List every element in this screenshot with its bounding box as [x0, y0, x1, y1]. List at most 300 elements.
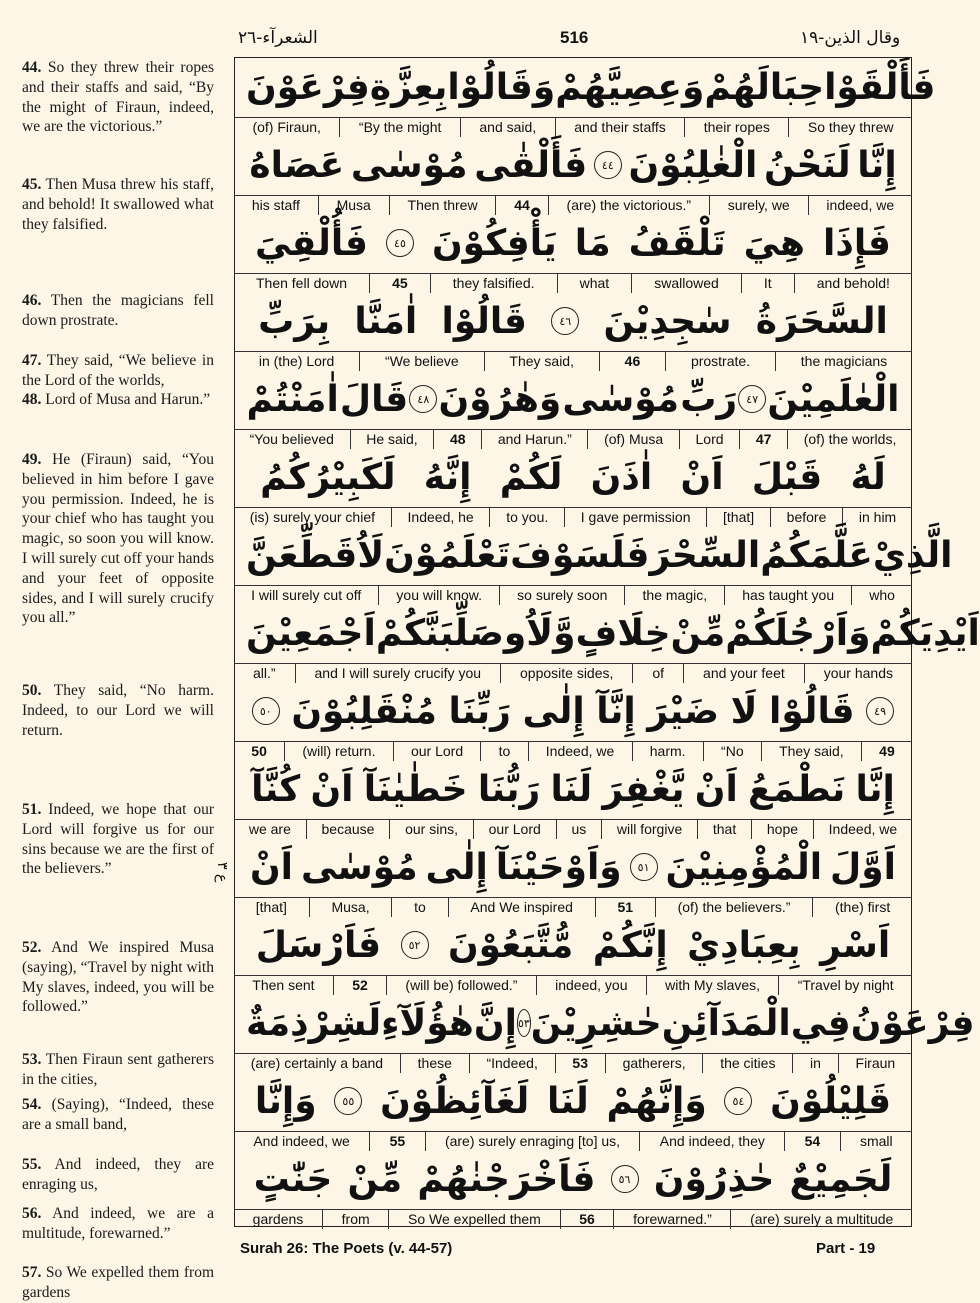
verse-translation: [22, 800, 214, 879]
gloss-cell: has taught you: [724, 586, 851, 605]
arabic-word: لَكَبِيْرُكُمُ: [260, 456, 396, 498]
arabic-word: يَأْفِكُوْنَ: [431, 222, 557, 264]
gloss-cell: “You believed: [249, 431, 334, 447]
gloss-verse-number: 44: [495, 196, 547, 215]
gloss-cell: (of) Musa: [587, 430, 678, 449]
arabic-word: وَقَالُوْا: [447, 66, 556, 108]
arabic-word: الْمَدَآئِنِ: [661, 1002, 791, 1044]
wbw-row: [234, 292, 912, 370]
gloss-cell: Indeed, he: [391, 508, 490, 527]
gloss-line: [234, 1053, 912, 1073]
gloss-cell: (are) certainly a band: [250, 1055, 384, 1071]
verse-number: 53.: [22, 1051, 42, 1068]
gloss-cell: with My slaves,: [646, 976, 779, 995]
gloss-cell: his staff: [251, 197, 300, 213]
ayah-end-marker: ٤٧: [738, 385, 766, 413]
gloss-verse-number: 46: [599, 352, 665, 371]
gloss-cell: swallowed: [631, 274, 741, 293]
verse-translation: [22, 681, 214, 740]
wbw-row: [234, 604, 980, 682]
gloss-cell: gardens: [252, 1211, 304, 1227]
arabic-line: [234, 838, 912, 896]
arabic-word: رَبِّنَا: [448, 690, 511, 732]
arabic-word: وَاَوْحَيْنَآ: [495, 846, 622, 888]
verse-text: They said, “No harm. Indeed, to our Lord we will return.: [22, 682, 214, 739]
verse-text: So they threw their ropes and their staffs and said, “By the might of Firaun, indeed, we are the victorious.”: [22, 59, 215, 136]
gloss-cell: our Lord: [473, 820, 556, 839]
wbw-row: [234, 58, 936, 136]
arabic-word: الَّذِيْ: [872, 534, 953, 576]
arabic-word: اَنْ: [249, 846, 294, 888]
wbw-row: [234, 1072, 912, 1150]
ayah-end-marker: ٤٥: [386, 229, 414, 257]
arabic-word: السَّحَرَةُ: [755, 300, 888, 342]
arabic-word: مِّنْ: [670, 612, 726, 654]
gloss-cell: (will be) followed.”: [386, 976, 536, 995]
gloss-verse-number: 54: [784, 1132, 839, 1151]
gloss-cell: And We inspired: [448, 898, 595, 917]
verse-translation: [22, 1095, 214, 1135]
verse-translation: [22, 1050, 214, 1090]
arabic-word: وَهٰرُوْنَ: [438, 378, 562, 420]
wbw-row: [234, 760, 912, 838]
ayah-end-marker: ٥٣: [517, 1009, 531, 1037]
ayah-end-marker: ٥٦: [611, 1165, 639, 1193]
arabic-word: فَإِذَا: [823, 222, 891, 264]
verse-text: And indeed, we are a multitude, forewarned.”: [22, 1205, 214, 1242]
wbw-row: [234, 682, 912, 760]
arabic-word: اَسْرِ: [820, 924, 891, 966]
arabic-line: [234, 370, 912, 428]
gloss-cell: And indeed, we: [253, 1133, 350, 1149]
verse-translation: [22, 351, 214, 391]
gloss-cell: They said,: [761, 742, 861, 761]
gloss-line: [234, 897, 912, 917]
gloss-cell: So We expelled them: [388, 1210, 559, 1229]
gloss-cell: Lord: [679, 430, 739, 449]
wbw-row: [234, 1150, 912, 1228]
arabic-word: قَالَ: [339, 378, 409, 420]
arabic-word: الْمُؤْمِنِيْنَ: [665, 846, 823, 888]
gloss-cell: opposite sides,: [500, 664, 632, 683]
arabic-line: [234, 526, 953, 584]
arabic-line: [234, 58, 936, 116]
footer-part: Part - 19: [816, 1240, 876, 1257]
verse-text: Indeed, we hope that our Lord will forgive us for our sins because we are the first of the believers.”: [22, 801, 215, 878]
gloss-cell: and their staffs: [555, 118, 685, 137]
verse-text: He (Firaun) said, “You believed in him before I gave you permission. Indeed, he is your chief who has taught you magic, so soon you will know. I will surely cut off your hands and your feet of opposite sides, and I will surely crucify you all.”: [22, 451, 215, 627]
arabic-word: إِنَّا: [855, 768, 895, 810]
ayah-end-marker: ٥٥: [334, 1087, 362, 1115]
verse-translation: [22, 1155, 214, 1195]
gloss-cell: will forgive: [601, 820, 697, 839]
surah-header-arabic: الشعرآء-٢٦: [238, 28, 318, 48]
gloss-cell: surely, we: [709, 196, 808, 215]
gloss-cell: the magicians: [775, 352, 912, 371]
ayah-end-marker: ٤٤: [594, 151, 622, 179]
ayah-end-marker: ٥١: [630, 853, 658, 881]
verse-translation: [22, 58, 214, 137]
arabic-line: [234, 994, 975, 1052]
arabic-word: حٰذِرُوْنَ: [653, 1158, 775, 1200]
verse-translation: [22, 938, 214, 1017]
arabic-word: فَاَخْرَجْنٰهُمْ: [417, 1158, 596, 1200]
gloss-cell: they falsified.: [430, 274, 557, 293]
verse-translation: [22, 390, 214, 410]
arabic-line: [234, 682, 912, 740]
arabic-word: بِرَبِّ: [258, 300, 331, 342]
arabic-word: اَجْمَعِيْنَ: [246, 612, 376, 654]
gloss-cell: (are) surely a multitude: [730, 1210, 912, 1229]
gloss-line: [234, 351, 912, 371]
gloss-cell: “By the might: [339, 118, 459, 137]
gloss-cell: to: [480, 742, 527, 761]
gloss-cell: our sins,: [389, 820, 473, 839]
gloss-cell: in: [792, 1054, 837, 1073]
gloss-line: [234, 741, 912, 761]
gloss-line: [234, 819, 912, 839]
arabic-line: [234, 916, 912, 974]
gloss-cell: and your feet: [683, 664, 804, 683]
arabic-word: وَّلَاُوصَلِّبَنَّكُمْ: [375, 612, 576, 654]
verse-number: 52.: [22, 939, 42, 956]
arabic-word: لَشِرْذِمَةٌ: [246, 1002, 382, 1044]
verse-number: 48.: [22, 391, 42, 408]
arabic-word: فِرْعَوْنُ: [850, 1002, 975, 1044]
arabic-word: لَا: [730, 690, 758, 732]
arabic-word: اَنْ: [310, 768, 354, 810]
gloss-cell: So they threw: [788, 118, 912, 137]
gloss-cell: and Harun.”: [481, 430, 587, 449]
gloss-line: [234, 975, 912, 995]
arabic-word: رَبِّ: [680, 378, 738, 420]
gloss-cell: (of) Firaun,: [252, 119, 321, 135]
gloss-cell: (of) the believers.”: [655, 898, 812, 917]
arabic-word: إِنَّكُمْ: [592, 924, 668, 966]
ayah-end-marker: ٤٦: [551, 307, 579, 335]
arabic-word: وَعِصِيَّهُمْ: [555, 66, 705, 108]
verse-number: 57.: [22, 1264, 42, 1281]
arabic-word: إِنَّهُ: [423, 456, 472, 498]
gloss-cell: to you.: [489, 508, 564, 527]
gloss-cell: your hands: [804, 664, 912, 683]
arabic-word: اَيْدِيَكُمْ: [870, 612, 980, 654]
gloss-cell: [that]: [255, 899, 287, 915]
verse-text: They said, “We believe in the Lord of the worlds,: [22, 352, 214, 389]
gloss-cell: prostrate.: [665, 352, 775, 371]
verse-number: 45.: [22, 176, 42, 193]
arabic-word: عَلَّمَكُمُ: [760, 534, 873, 576]
gloss-cell: of: [632, 664, 683, 683]
arabic-word: إِنَّا: [857, 144, 897, 186]
ayah-end-marker: ٤٨: [409, 385, 437, 413]
verse-translation: [22, 1204, 214, 1244]
arabic-word: لَغَآئِظُوْنَ: [380, 1080, 530, 1122]
gloss-verse-number: 47: [739, 430, 787, 449]
gloss-line: [234, 1209, 912, 1229]
wbw-row: [234, 526, 953, 604]
footer-surah-title: Surah 26: The Poets (v. 44-57): [240, 1240, 453, 1257]
arabic-word: لَجَمِيْعٌ: [789, 1158, 893, 1200]
gloss-cell: Then fell down: [255, 275, 348, 291]
arabic-word: وَإِنَّا: [254, 1080, 317, 1122]
verse-number: 54.: [22, 1096, 42, 1113]
wbw-row: [234, 838, 912, 916]
arabic-word: اَنْ: [694, 768, 738, 810]
arabic-word: فِي: [790, 1002, 851, 1044]
verse-text: Lord of Musa and Harun.”: [45, 391, 211, 408]
arabic-word: حِبَالَهُمْ: [704, 66, 825, 108]
gloss-cell: harm.: [632, 742, 703, 761]
arabic-word: إِلٰى: [522, 690, 585, 732]
verse-number: 50.: [22, 682, 42, 699]
gloss-cell: so surely soon: [499, 586, 624, 605]
arabic-line: [234, 214, 912, 272]
verse-number: 51.: [22, 801, 42, 818]
gloss-cell: (are) the victorious.”: [548, 196, 709, 215]
gloss-cell: I will surely cut off: [251, 587, 362, 603]
arabic-word: اٰذَنَ: [590, 456, 653, 498]
arabic-word: مُوْسٰى: [300, 846, 418, 888]
arabic-word: هٰؤُلَآءِ: [381, 1002, 474, 1044]
gloss-cell: Indeed, we: [528, 742, 632, 761]
arabic-word: فَلَسَوْفَ: [510, 534, 650, 576]
verse-translation: [22, 450, 214, 628]
verse-text: And We inspired Musa (saying), “Travel by night with My slaves, indeed, you will be followed.”: [22, 939, 214, 1016]
gloss-cell: the cities: [702, 1054, 792, 1073]
gloss-cell: (will) return.: [284, 742, 393, 761]
ruku-marker: ع ٣: [214, 862, 230, 883]
verse-text: Then the magicians fell down prostrate.: [22, 292, 214, 329]
arabic-word: نَطْمَعُ: [748, 768, 846, 810]
arabic-word: سٰجِدِيْنَ: [603, 300, 732, 342]
arabic-word: إِنَّ: [473, 1002, 517, 1044]
verse-translation: [22, 175, 214, 234]
ayah-end-marker: ٥٢: [401, 931, 429, 959]
gloss-line: [234, 663, 912, 683]
gloss-line: [234, 1131, 912, 1151]
arabic-line: [234, 604, 980, 662]
gloss-cell: He said,: [350, 430, 434, 449]
gloss-cell: us: [556, 820, 601, 839]
wbw-row: [234, 916, 912, 994]
gloss-verse-number: 50: [251, 743, 267, 759]
arabic-word: اٰمَنَّا: [354, 300, 418, 342]
gloss-cell: who: [851, 586, 912, 605]
gloss-cell: these: [400, 1054, 469, 1073]
wbw-row: [234, 214, 912, 292]
gloss-cell: It: [741, 274, 794, 293]
gloss-cell: to: [391, 898, 447, 917]
arabic-word: إِلٰى: [425, 846, 488, 888]
arabic-word: هِيَ: [743, 222, 805, 264]
verse-translation: [22, 291, 214, 331]
arabic-word: قَبْلَ: [751, 456, 823, 498]
verse-translation: [22, 1263, 214, 1303]
arabic-word: قَالُوْا: [769, 690, 855, 732]
arabic-word: فَأُلْقِيَ: [255, 222, 368, 264]
gloss-cell: before: [770, 508, 842, 527]
ayah-end-marker: ٥٠: [252, 697, 280, 725]
arabic-word: وَإِنَّهُمْ: [606, 1080, 707, 1122]
gloss-cell: They said,: [484, 352, 599, 371]
wbw-row: [234, 136, 912, 214]
arabic-word: مُوْسٰى: [562, 378, 680, 420]
gloss-cell: “No: [703, 742, 761, 761]
arabic-word: تَعْلَمُوْنَ: [384, 534, 511, 576]
arabic-word: فَأَلْقٰى: [474, 144, 588, 186]
arabic-word: إِنَّآ: [596, 690, 636, 732]
gloss-cell: I gave permission: [564, 508, 706, 527]
arabic-word: لَنَا: [547, 1080, 589, 1122]
gloss-cell: small: [840, 1132, 912, 1151]
arabic-word: عَصَاهُ: [249, 144, 345, 186]
arabic-word: فَاَرْسَلَ: [255, 924, 382, 966]
gloss-verse-number: 56: [560, 1210, 614, 1229]
gloss-line: [234, 195, 912, 215]
arabic-word: بِعِبَادِيْ: [687, 924, 801, 966]
arabic-word: الْعٰلَمِيْنَ: [767, 378, 900, 420]
gloss-cell: what: [557, 274, 632, 293]
ayah-end-marker: ٥٤: [724, 1087, 752, 1115]
wbw-row: [234, 370, 912, 448]
gloss-line: [234, 273, 912, 293]
gloss-line: [234, 585, 912, 605]
juz-header-arabic: وقال الذين-١٩: [800, 28, 901, 48]
arabic-word: لَكُمْ: [499, 456, 563, 498]
arabic-word: تَلْقَفُ: [628, 222, 726, 264]
gloss-cell: from: [322, 1210, 388, 1229]
gloss-cell: our Lord: [393, 742, 481, 761]
verse-number: 47.: [22, 352, 42, 369]
arabic-word: اٰمَنْتُمْ: [246, 378, 339, 420]
verse-number: 46.: [22, 292, 42, 309]
verse-text: Then Musa threw his staff, and behold! It swallowed what they falsified.: [22, 176, 214, 233]
gloss-cell: their ropes: [684, 118, 788, 137]
wbw-row: [234, 448, 912, 526]
ayah-end-marker: ٤٩: [866, 697, 894, 725]
arabic-word: لَنَا: [550, 768, 593, 810]
gloss-line: [234, 117, 912, 137]
gloss-cell: in him: [842, 508, 912, 527]
verse-number: 49.: [22, 451, 42, 468]
gloss-cell: Then threw: [389, 196, 496, 215]
arabic-line: [234, 292, 912, 350]
arabic-word: لَنَحْنُ: [764, 144, 851, 186]
gloss-cell: Musa: [318, 196, 389, 215]
gloss-cell: forewarned.”: [613, 1210, 730, 1229]
arabic-line: [234, 760, 912, 818]
gloss-cell: indeed, you: [536, 976, 646, 995]
gloss-cell: in (the) Lord: [258, 353, 335, 369]
wbw-row: [234, 994, 975, 1072]
arabic-word: ضَيْرَ: [647, 690, 720, 732]
arabic-word: السِّحْرَ: [649, 534, 761, 576]
arabic-word: حٰشِرِيْنَ: [530, 1002, 662, 1044]
arabic-word: فَأَلْقَوْا: [824, 66, 936, 108]
gloss-verse-number: 48: [433, 430, 481, 449]
gloss-cell: And indeed, they: [639, 1132, 784, 1151]
verse-number: 44.: [22, 59, 42, 76]
gloss-verse-number: 49: [861, 742, 912, 761]
gloss-cell: that: [697, 820, 751, 839]
gloss-verse-number: 55: [369, 1132, 424, 1151]
gloss-cell: because: [306, 820, 390, 839]
gloss-cell: [that]: [706, 508, 770, 527]
arabic-word: اَوَّلَ: [830, 846, 896, 888]
arabic-word: اَنْ: [680, 456, 724, 498]
gloss-cell: Musa,: [309, 898, 392, 917]
arabic-word: رَبُّنَا: [477, 768, 541, 810]
verse-text: And indeed, they are enraging us,: [22, 1156, 214, 1193]
arabic-word: لَهُ: [850, 456, 886, 498]
gloss-line: [234, 507, 912, 527]
arabic-word: يَّغْفِرَ: [602, 768, 685, 810]
verse-number: 55.: [22, 1156, 42, 1173]
gloss-cell: “Indeed,: [469, 1054, 555, 1073]
gloss-cell: (of) the worlds,: [787, 430, 912, 449]
verse-number: 56.: [22, 1205, 42, 1222]
gloss-verse-number: 51: [595, 898, 655, 917]
gloss-line: [234, 429, 912, 449]
gloss-cell: Firaun: [838, 1054, 912, 1073]
arabic-line: [234, 1150, 912, 1208]
gloss-cell: Indeed, we: [813, 820, 912, 839]
gloss-cell: “We believe: [359, 352, 483, 371]
verse-text: So We expelled them from gardens: [22, 1264, 215, 1301]
gloss-cell: indeed, we: [808, 196, 912, 215]
gloss-verse-number: 53: [555, 1054, 605, 1073]
gloss-cell: you will know.: [378, 586, 499, 605]
arabic-word: كُنَّآ: [251, 768, 301, 810]
gloss-verse-number: 52: [333, 976, 386, 995]
arabic-word: خِلَافٍ: [575, 612, 671, 654]
arabic-line: [234, 448, 912, 506]
arabic-word: وَاَرْجُلَكُمْ: [725, 612, 871, 654]
arabic-word: قَلِيْلُوْنَ: [770, 1080, 892, 1122]
gloss-cell: and behold!: [794, 274, 912, 293]
arabic-word: مُّتَّبَعُوْنَ: [447, 924, 574, 966]
gloss-cell: Then sent: [252, 977, 315, 993]
gloss-cell: and I will surely crucify you: [295, 664, 500, 683]
gloss-cell: (the) first: [812, 898, 912, 917]
arabic-word: الْغٰلِبُوْنَ: [628, 144, 758, 186]
gloss-cell: the magic,: [624, 586, 724, 605]
gloss-cell: gatherers,: [605, 1054, 703, 1073]
gloss-cell: and said,: [460, 118, 555, 137]
arabic-line: [234, 1072, 912, 1130]
gloss-cell: we are: [248, 821, 291, 837]
arabic-word: مِّنْ: [347, 1158, 403, 1200]
arabic-word: جَنّٰتٍ: [253, 1158, 333, 1200]
arabic-line: [234, 136, 912, 194]
arabic-word: قَالُوْا: [441, 300, 528, 342]
gloss-cell: all.”: [252, 665, 276, 681]
gloss-verse-number: 45: [369, 274, 430, 293]
arabic-word: لَاُقَطِّعَنَّ: [246, 534, 385, 576]
arabic-word: فِرْعَوْنَ: [246, 66, 370, 108]
arabic-word: خَطٰيٰنَآ: [363, 768, 468, 810]
gloss-cell: (are) surely enraging [to] us,: [425, 1132, 640, 1151]
arabic-word: بِعِزَّةِ: [369, 66, 448, 108]
arabic-word: مَا: [574, 222, 611, 264]
verse-text: Then Firaun sent gatherers in the cities,: [22, 1051, 214, 1088]
arabic-word: مُنْقَلِبُوْنَ: [291, 690, 437, 732]
gloss-cell: hope: [751, 820, 813, 839]
arabic-word: مُوْسٰى: [350, 144, 468, 186]
verse-text: (Saying), “Indeed, these are a small band,: [22, 1096, 215, 1133]
gloss-cell: (is) surely your chief: [249, 509, 376, 525]
